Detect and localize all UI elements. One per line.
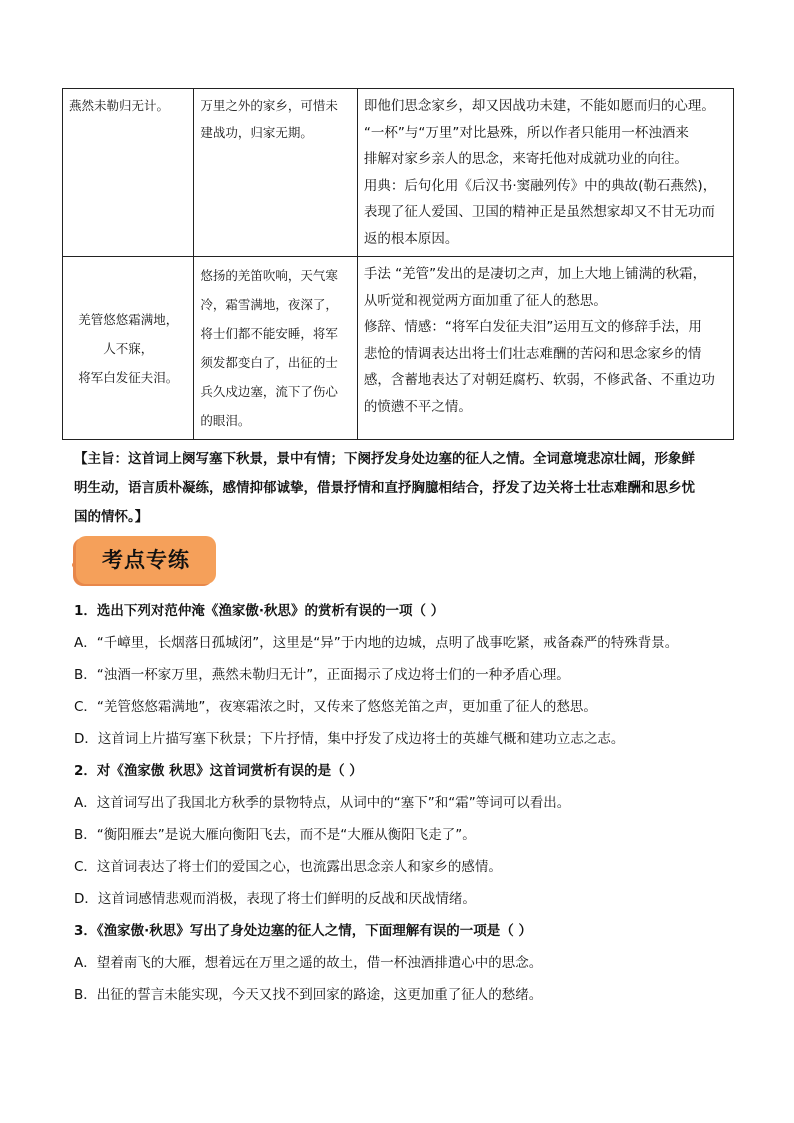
summary-line: 国的情怀。】 bbox=[74, 509, 149, 525]
question-option: D．这首词感情悲观而消极，表现了将士们鲜明的反战和厌战情绪。 bbox=[74, 891, 476, 907]
analysis-cell bbox=[357, 257, 733, 440]
question-option: B．“衡阳雁去”是说大雁向衡阳飞去，而不是“大雁从衡阳飞走了”。 bbox=[74, 827, 476, 843]
analysis-cell bbox=[357, 89, 733, 257]
table-row bbox=[63, 89, 734, 257]
question-option: A．“千嶂里，长烟落日孤城闭”，这里是“异”于内地的边城，点明了战事吃紧，戒备森严的特殊背景。 bbox=[74, 635, 679, 651]
question-title: 1．选出下列对范仲淹《渔家傲·秋思》的赏析有误的一项（ ） bbox=[74, 603, 445, 619]
translation-line: 兵久戍边塞，流下了伤心 bbox=[200, 384, 338, 399]
question-option: C．这首词表达了将士们的爱国之心，也流露出思念亲人和家乡的感情。 bbox=[74, 859, 502, 875]
analysis-line: 返的根本原因。 bbox=[363, 230, 459, 247]
section-badge-label: 考点专练 bbox=[102, 548, 190, 572]
summary-line: 【主旨：这首词上阕写塞下秋景，景中有情；下阕抒发身处边塞的征人之情。全词意境悲凉壮阔，形象鲜 bbox=[74, 451, 695, 467]
analysis-line: 修辞、情感：“将军白发征夫泪”运用互文的修辞手法，用 bbox=[363, 319, 702, 335]
section-badge bbox=[76, 536, 216, 584]
analysis-line: 用典：后句化用《后汉书·窦融列传》中的典故(勒石燕然)， bbox=[363, 177, 717, 194]
translation-line: 须发都变白了，出征的士 bbox=[200, 355, 338, 370]
question-option: A．望着南飞的大雁，想着远在万里之遥的故土，借一杯浊酒排遣心中的思念。 bbox=[74, 955, 543, 971]
analysis-line: 表现了征人爱国、卫国的精神正是虽然想家却又不甘无功而 bbox=[363, 204, 715, 220]
question-option: B．“浊酒一杯家万里，燕然未勒归无计”，正面揭示了戍边将士们的一种矛盾心理。 bbox=[74, 667, 570, 683]
translation-line: 悠扬的羌笛吹响，天气寒 bbox=[200, 268, 338, 283]
translation-cell bbox=[194, 257, 357, 440]
translation-line: 建战功，归家无期。 bbox=[200, 124, 313, 140]
analysis-line: 即他们思念家乡，却又因战功未建，不能如愿而归的心理。 bbox=[363, 98, 715, 114]
theme-summary bbox=[74, 445, 736, 532]
original-text-cell bbox=[63, 89, 194, 257]
analysis-line: 的愤懑不平之情。 bbox=[363, 398, 472, 415]
original-line: 人不寐， bbox=[103, 340, 154, 356]
original-line: 羌管悠悠霜满地， bbox=[78, 311, 179, 327]
question-title: 3．《渔家傲·秋思》写出了身处边塞的征人之情，下面理解有误的一项是（ ） bbox=[74, 923, 532, 939]
analysis-line: 手法 “羌管”发出的是凄切之声，加上大地上铺满的秋霜， bbox=[363, 266, 707, 282]
summary-line: 明生动，语言质朴凝练，感情抑郁诚挚，借景抒情和直抒胸臆相结合，抒发了边关将士壮志难酬和思乡忧 bbox=[74, 480, 695, 496]
question-option: A．这首词写出了我国北方秋季的景物特点，从词中的“塞下”和“霜”等词可以看出。 bbox=[74, 795, 571, 811]
translation-line: 将士们都不能安睡，将军 bbox=[200, 326, 338, 341]
translation-line: 的眼泪。 bbox=[200, 413, 251, 428]
analysis-line: 悲怆的情调表达出将士们壮志难酬的苦闷和思念家乡的情 bbox=[363, 345, 702, 362]
original-line: 燕然未勒归无计。 bbox=[69, 98, 170, 113]
question-option: C．“羌管悠悠霜满地”，夜寒霜浓之时，又传来了悠悠羌笛之声，更加重了征人的愁思。 bbox=[74, 699, 597, 715]
question-option: D．这首词上片描写塞下秋景；下片抒情，集中抒发了戍边将士的英雄气概和建功立志之志。 bbox=[74, 731, 625, 747]
original-text-cell bbox=[63, 257, 194, 440]
analysis-line: “一杯”与“万里”对比悬殊，所以作者只能用一杯浊酒来 bbox=[363, 124, 689, 141]
analysis-line: 排解对家乡亲人的思念，来寄托他对成就功业的向往。 bbox=[363, 151, 688, 167]
translation-line: 万里之外的家乡，可惜未 bbox=[200, 98, 338, 113]
question-title: 2．对《渔家傲 秋思》这首词赏析有误的是（ ） bbox=[74, 763, 363, 779]
analysis-line: 感，含蓄地表达了对朝廷腐朽、软弱，不修武备、不重边功 bbox=[363, 372, 715, 388]
table-row bbox=[63, 257, 734, 440]
original-line: 将军白发征夫泪。 bbox=[78, 369, 179, 385]
analysis-table bbox=[62, 88, 734, 440]
translation-line: 冷，霜雪满地，夜深了， bbox=[200, 297, 338, 312]
question-option: B．出征的誓言未能实现，今天又找不到回家的路途，这更加重了征人的愁绪。 bbox=[74, 987, 543, 1003]
translation-cell bbox=[194, 89, 357, 257]
analysis-line: 从听觉和视觉两方面加重了征人的愁思。 bbox=[363, 292, 607, 309]
